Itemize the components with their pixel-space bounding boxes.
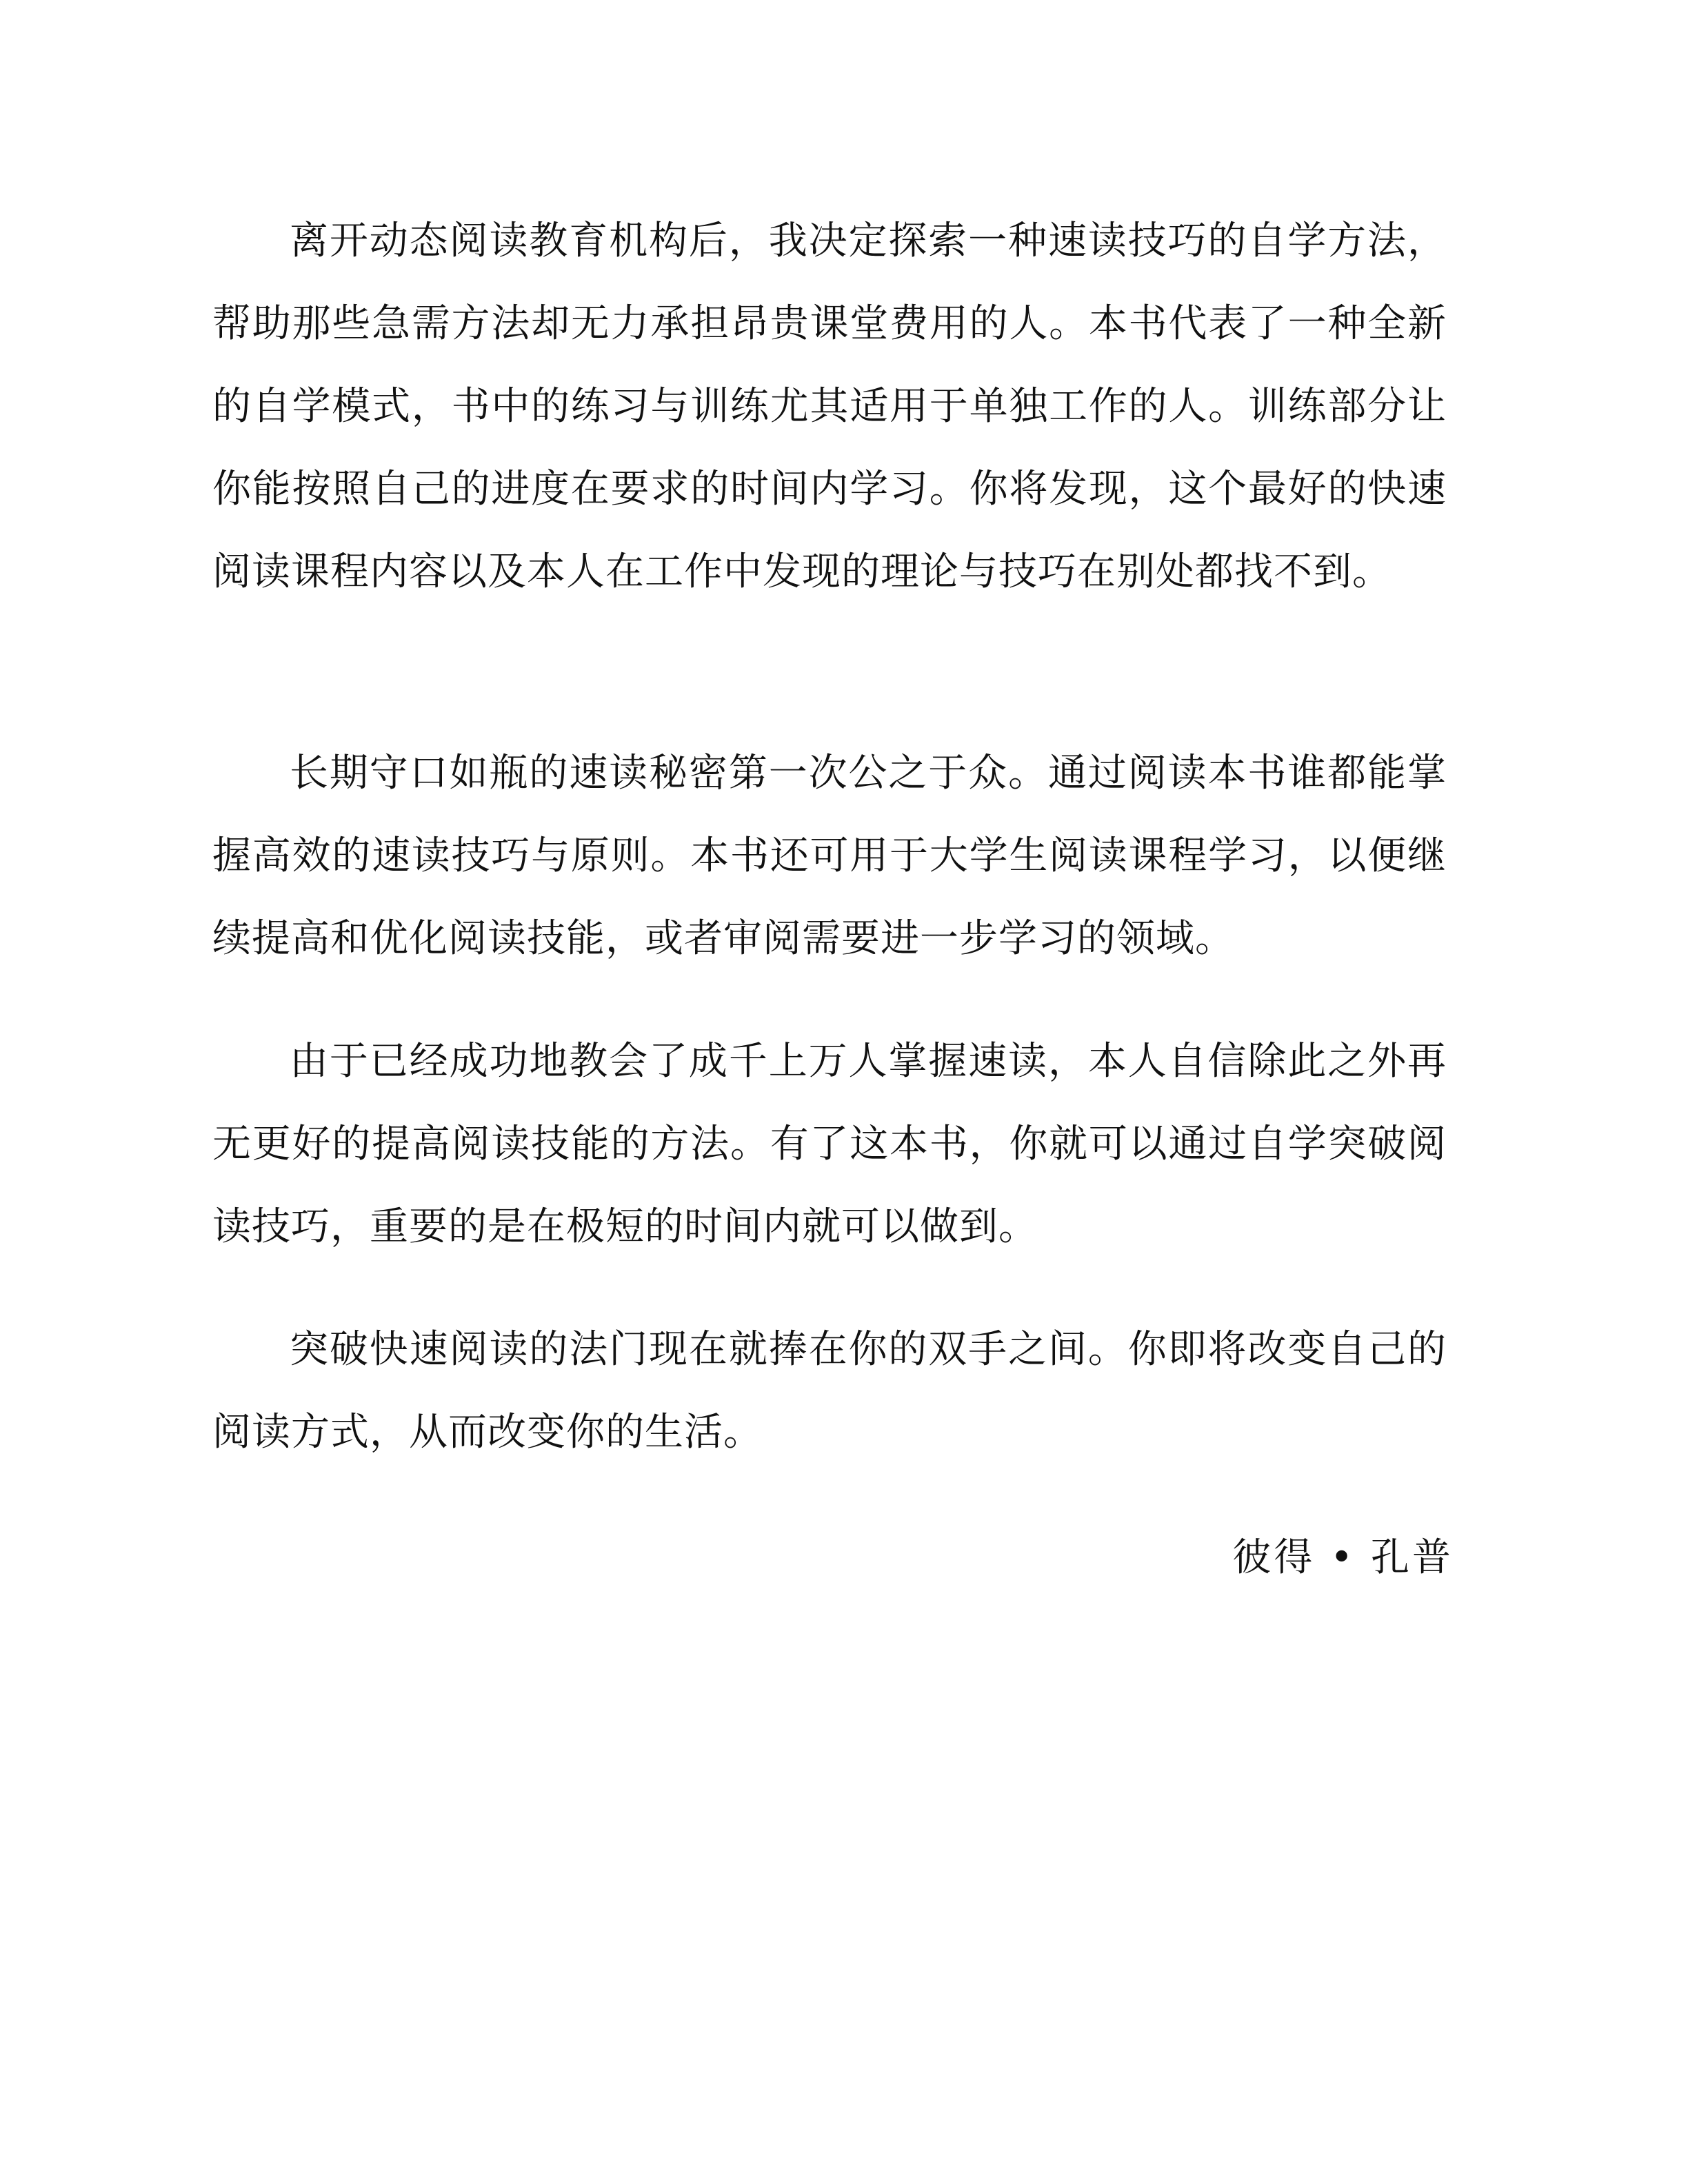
- author-signature: 彼得 • 孔普: [1232, 1535, 1454, 1580]
- paragraph-4: 突破快速阅读的法门现在就捧在你的双手之间。你即将改变自己的阅读方式，从而改变你的生活。: [212, 1327, 1447, 1455]
- paragraph-2: 长期守口如瓶的速读秘密第一次公之于众。通过阅读本书谁都能掌握高效的速读技巧与原则。本书还可用于大学生阅读课程学习，以便继续提高和优化阅读技能，或者审阅需要进一步学习的领域。: [212, 751, 1447, 961]
- paragraph-1: 离开动态阅读教育机构后，我决定探索一种速读技巧的自学方法，帮助那些急需方法却无力承担昂贵课堂费用的人。本书代表了一种全新的自学模式，书中的练习与训练尤其适用于单独工作的人。训练部分让你能按照自己的进度在要求的时间内学习。你将发现，这个最好的快速阅读课程内容以及本人在工作中发现的理论与技巧在别处都找不到。: [212, 219, 1447, 594]
- paragraph-3: 由于已经成功地教会了成千上万人掌握速读，本人自信除此之外再无更好的提高阅读技能的方法。有了这本书，你就可以通过自学突破阅读技巧，重要的是在极短的时间内就可以做到。: [212, 1039, 1447, 1249]
